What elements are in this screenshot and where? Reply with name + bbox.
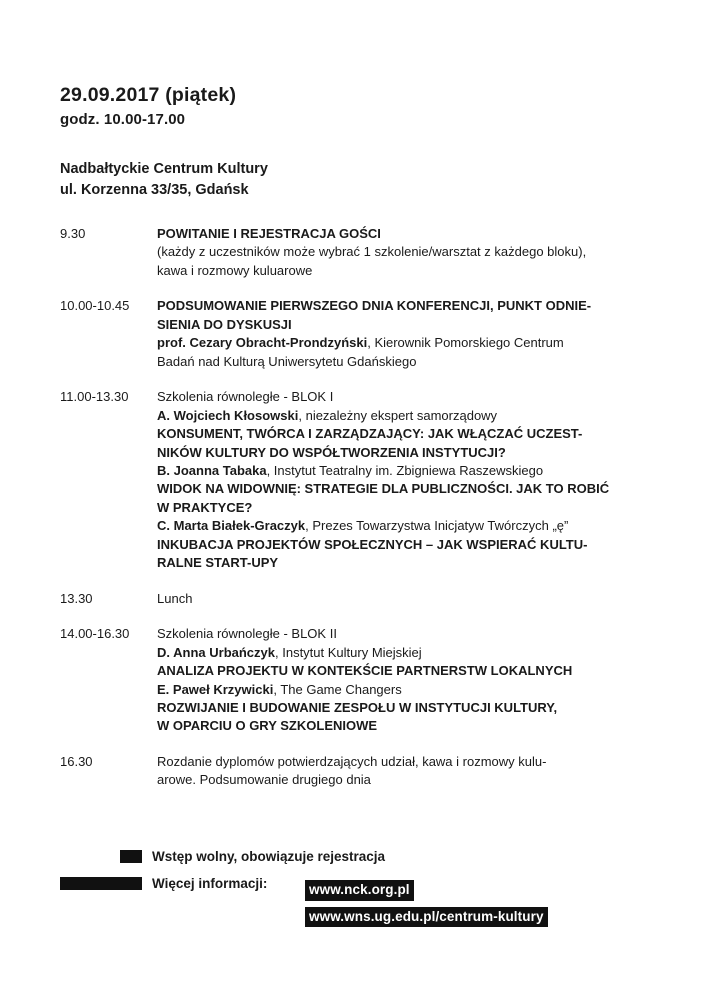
black-bar-icon (120, 850, 142, 863)
schedule-line: WIDOK NA WIDOWNIĘ: STRATEGIE DLA PUBLICZNOŚCI. JAK TO ROBIĆ (157, 481, 610, 497)
event-hours: godz. 10.00-17.00 (60, 111, 186, 129)
schedule-entry (157, 225, 660, 280)
schedule-line: D. Anna Urbańczyk, Instytut Kultury Miejskiej (157, 644, 422, 660)
schedule-line: Szkolenia równoległe - BLOK II (157, 626, 337, 642)
free-entry-text: Wstęp wolny, obowiązuje rejestracja (152, 849, 386, 864)
schedule-time: 14.00-16.30 (60, 626, 130, 642)
free-entry-row (60, 848, 660, 866)
schedule-entry (157, 625, 660, 736)
black-bar-long-icon (60, 877, 142, 890)
schedule-time: 10.00-10.45 (60, 298, 130, 314)
schedule-line: W OPARCIU O GRY SZKOLENIOWE (157, 718, 378, 734)
schedule-line: INKUBACJA PROJEKTÓW SPOŁECZNYCH – JAK WSPIERAĆ KULTU- (157, 536, 588, 552)
schedule-line: PODSUMOWANIE PIERWSZEGO DNIA KONFERENCJI, PUNKT ODNIE- (157, 298, 592, 314)
schedule-row (60, 625, 660, 736)
schedule-line: RALNE START-UPY (157, 555, 279, 571)
speaker-name: D. Anna Urbańczyk (157, 644, 275, 660)
schedule-time: 11.00-13.30 (60, 389, 129, 405)
schedule-line: Rozdanie dyplomów potwierdzających udział, kawa i rozmowy kulu- (157, 753, 547, 769)
speaker-name: C. Marta Białek-Graczyk (157, 518, 306, 534)
schedule-line: A. Wojciech Kłosowski, niezależny ekspert samorządowy (157, 407, 498, 423)
link-nck[interactable]: www.nck.org.pl (305, 880, 414, 901)
schedule-line: arowe. Podsumowanie drugiego dnia (157, 772, 371, 788)
schedule-entry (157, 388, 660, 573)
event-header (60, 82, 640, 201)
speaker-name: prof. Cezary Obracht-Prondzyński (157, 335, 368, 351)
link-row-2 (305, 907, 548, 932)
speaker-name: E. Paweł Krzywicki (157, 681, 274, 697)
link-wns-ug[interactable]: www.wns.ug.edu.pl/centrum-kultury (305, 907, 548, 928)
speaker-name: A. Wojciech Kłosowski (157, 407, 299, 423)
schedule-line: KONSUMENT, TWÓRCA I ZARZĄDZAJĄCY: JAK WŁĄCZAĆ UCZEST- (157, 426, 583, 442)
more-info-text: Więcej informacji: (152, 875, 268, 891)
schedule-line: B. Joanna Tabaka, Instytut Teatralny im. Zbigniewa Raszewskiego (157, 462, 544, 478)
schedule-list (60, 225, 660, 807)
schedule-line: (każdy z uczestników może wybrać 1 szkolenie/warsztat z każdego bloku), (157, 244, 587, 260)
schedule-line: W PRAKTYCE? (157, 499, 253, 515)
schedule-line: C. Marta Białek-Graczyk, Prezes Towarzystwa Inicjatyw Twórczych „ę” (157, 518, 569, 534)
link-row-1 (305, 880, 548, 905)
schedule-entry (157, 753, 660, 790)
schedule-line: prof. Cezary Obracht-Prondzyński, Kierownik Pomorskiego Centrum (157, 335, 564, 351)
event-date: 29.09.2017 (piątek) (60, 84, 237, 106)
schedule-time: 16.30 (60, 753, 93, 769)
schedule-time: 9.30 (60, 226, 86, 241)
schedule-line: E. Paweł Krzywicki, The Game Changers (157, 681, 402, 697)
schedule-line: ANALIZA PROJEKTU W KONTEKŚCIE PARTNERSTW LOKALNYCH (157, 663, 573, 679)
event-venue (60, 159, 640, 201)
schedule-line: POWITANIE I REJESTRACJA GOŚCI (157, 226, 381, 241)
schedule-row (60, 297, 660, 371)
venue-address: ul. Korzenna 33/35, Gdańsk (60, 181, 249, 198)
schedule-line: Szkolenia równoległe - BLOK I (157, 389, 334, 405)
schedule-row (60, 225, 660, 280)
schedule-row (60, 753, 660, 790)
schedule-line: SIENIA DO DYSKUSJI (157, 316, 292, 332)
venue-name: Nadbałtyckie Centrum Kultury (60, 160, 268, 177)
schedule-line: NIKÓW KULTURY DO WSPÓŁTWORZENIA INSTYTUCJI? (157, 444, 506, 460)
schedule-line: kawa i rozmowy kuluarowe (157, 262, 313, 278)
footer-links (305, 880, 548, 931)
schedule-line: ROZWIJANIE I BUDOWANIE ZESPOŁU W INSTYTUCJI KULTURY, (157, 699, 558, 715)
schedule-time: 13.30 (60, 590, 93, 606)
schedule-row (60, 388, 660, 573)
schedule-line: Lunch (157, 590, 193, 606)
schedule-entry (157, 297, 660, 371)
schedule-entry (157, 590, 660, 608)
schedule-row (60, 590, 660, 608)
speaker-name: B. Joanna Tabaka (157, 462, 267, 478)
schedule-line: Badań nad Kulturą Uniwersytetu Gdańskiego (157, 353, 417, 369)
